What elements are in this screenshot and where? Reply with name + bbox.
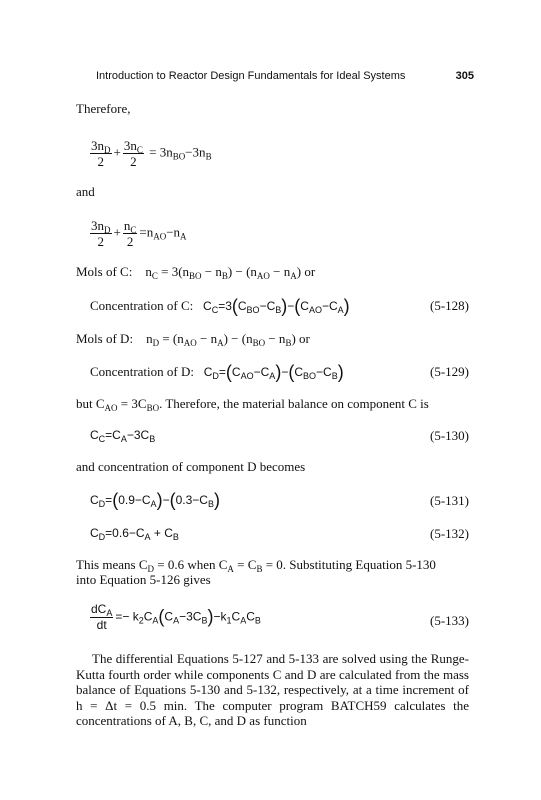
conc-d-label: Concentration of D: <box>90 364 194 379</box>
conc-c-label: Concentration of C: <box>90 298 194 313</box>
eq-number-5-133: (5-133) <box>430 613 469 628</box>
eq-number-5-131: (5-131) <box>430 493 469 508</box>
this-means-d: = 0. Substituting Equation 5-130 <box>262 557 436 572</box>
page-number: 305 <box>455 70 474 82</box>
mols-c-label: Mols of C: <box>76 264 133 279</box>
but-text-a: but C <box>76 396 105 411</box>
this-means-c: = C <box>233 557 257 572</box>
conc-c-line: Concentration of C: $C_C=3(C_{BO}-C_B)-(C_{AO}-C_A)$ <box>90 296 350 316</box>
but-line: but $C_{AO} = 3C_{BO}$. Therefore, the material balance on component C is <box>76 396 429 413</box>
equation-2: $\frac{3n_D}{2}$ + $\frac{n_C}{2}$ $=n_{AO}-n_A$ <box>91 218 187 249</box>
mols-c-line: Mols of C: $n_C = 3(n_{BO} - n_B) - (n_{AO} - n_A)$ or <box>76 264 316 281</box>
eq-number-5-132: (5-132) <box>430 526 469 541</box>
mols-d-line: Mols of D: $n_D = (n_{AO} - n_A) - (n_{BO} - n_B)$ or <box>76 331 310 348</box>
header-title: Introduction to Reactor Design Fundamentals for Ideal Systems <box>96 70 406 82</box>
mols-d-label: Mols of D: <box>76 331 134 346</box>
equation-5-133: $\frac{dC_A}{dt}$ =− $k_2C_A(C_A-3C_B)-k_1C_AC_B$ <box>91 602 261 632</box>
this-means-line: This means $C_D = 0.6$ when $C_A = C_B = 0$. Substituting Equation 5-130 <box>76 557 436 574</box>
and-conc-d-text: and concentration of component D becomes <box>76 459 306 474</box>
this-means-b: = 0.6 when C <box>154 557 228 572</box>
therefore-text: Therefore, <box>76 101 131 116</box>
this-means-line-2: into Equation 5-126 gives <box>76 572 211 587</box>
eq-number-5-130: (5-130) <box>430 428 469 443</box>
eq-number-5-129: (5-129) <box>430 364 469 379</box>
equation-5-131: $C_D=(0.9-C_A)-(0.3-C_B)$ <box>90 490 220 510</box>
but-text-c: . Therefore, the material balance on component C is <box>159 396 429 411</box>
equation-5-130: $C_C=C_A-3C_B$ <box>90 428 156 444</box>
eq-number-5-128: (5-128) <box>430 298 469 313</box>
and-text: and <box>76 184 95 199</box>
final-paragraph: The differential Equations 5-127 and 5-133 are solved using the Runge-Kutta fourth order while components C and D are calculated from the mass balance of Equations 5-130 and 5-132, respectively, at a time increment of h = Δt = 0.5 min. The computer program BATCH59 calculates the concentrations of A, B, C, and D as function <box>76 651 469 728</box>
this-means-a: This means C <box>76 557 148 572</box>
equation-5-132: $C_D=0.6-C_A + C_B$ <box>90 526 179 542</box>
conc-d-line: Concentration of D: $C_D=(C_{AO}-C_A)-(C_{BO}-C_B)$ <box>90 362 344 382</box>
equation-1: $\frac{3n_D}{2}$ + $\frac{3n_C}{2}$ = $3n_{BO}-3n_B$ <box>91 138 212 169</box>
but-text-b: = 3C <box>117 396 147 411</box>
